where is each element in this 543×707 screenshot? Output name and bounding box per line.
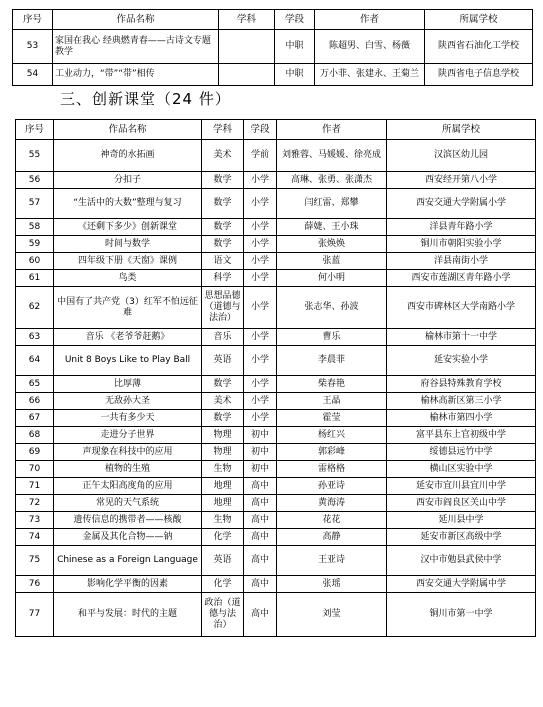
cell-subject: 数学	[202, 236, 244, 253]
cell-no: 55	[16, 140, 54, 172]
cell-stage: 小学	[244, 172, 277, 189]
cell-school: 铜川市第一中学	[387, 593, 536, 637]
cell-no: 56	[16, 172, 54, 189]
cell-author: 陈超男、白雪、杨薇	[315, 30, 425, 64]
table-row	[16, 546, 536, 576]
cell-work: 一共有多少天	[54, 410, 202, 427]
table-header-row	[13, 10, 533, 30]
cell-author: 张蓝	[277, 253, 387, 270]
table-row	[13, 30, 533, 64]
cell-subject: 数学	[202, 410, 244, 427]
header-author: 作者	[277, 120, 387, 140]
cell-stage: 小学	[244, 393, 277, 410]
cell-subject: 美术	[202, 393, 244, 410]
table-row	[16, 478, 536, 495]
cell-stage: 小学	[244, 287, 277, 329]
cell-school: 陕西省电子信息学校	[425, 64, 533, 86]
cell-no: 74	[16, 529, 54, 546]
cell-author: 李晨菲	[277, 346, 387, 376]
cell-no: 61	[16, 270, 54, 287]
cell-subject: 数学	[202, 189, 244, 219]
cell-subject	[219, 64, 275, 86]
cell-school: 西安交通大学附属中学	[387, 576, 536, 593]
cell-author: 王亚诗	[277, 546, 387, 576]
table-row	[16, 253, 536, 270]
cell-school: 西安市莲湖区青年路小学	[387, 270, 536, 287]
header-school: 所属学校	[425, 10, 533, 30]
cell-school: 榆林高新区第三小学	[387, 393, 536, 410]
cell-stage: 小学	[244, 270, 277, 287]
cell-school: 汉滨区幼儿园	[387, 140, 536, 172]
header-school: 所属学校	[387, 120, 536, 140]
cell-stage: 小学	[244, 236, 277, 253]
table-row	[16, 444, 536, 461]
cell-school: 绥德县远竹中学	[387, 444, 536, 461]
cell-work: 影响化学平衡的因素	[54, 576, 202, 593]
cell-school: 西安市碑林区大学南路小学	[387, 287, 536, 329]
cell-work: 植物的生殖	[54, 461, 202, 478]
cell-author: 张瑶	[277, 576, 387, 593]
cell-school: 西安交通大学附属小学	[387, 189, 536, 219]
table-row	[16, 529, 536, 546]
cell-stage: 初中	[244, 444, 277, 461]
cell-school: 洋县青年路小学	[387, 219, 536, 236]
cell-author: 张志华、孙波	[277, 287, 387, 329]
cell-stage: 初中	[244, 461, 277, 478]
cell-author: 柴春艳	[277, 376, 387, 393]
cell-subject: 地理	[202, 478, 244, 495]
table-row	[16, 576, 536, 593]
table-row	[16, 495, 536, 512]
cell-author: 花花	[277, 512, 387, 529]
cell-no: 62	[16, 287, 54, 329]
cell-no: 68	[16, 427, 54, 444]
cell-author: 杨红兴	[277, 427, 387, 444]
table-row	[16, 236, 536, 253]
table-row	[16, 140, 536, 172]
cell-stage: 学前	[244, 140, 277, 172]
table-row	[16, 287, 536, 329]
cell-no: 73	[16, 512, 54, 529]
table-row	[13, 64, 533, 86]
cell-author: 张焕焕	[277, 236, 387, 253]
cell-subject: 化学	[202, 576, 244, 593]
cell-school: 西安市阎良区关山中学	[387, 495, 536, 512]
cell-no: 76	[16, 576, 54, 593]
cell-stage: 高中	[244, 512, 277, 529]
cell-work: “生活中的大数”整理与复习	[54, 189, 202, 219]
header-no: 序号	[16, 120, 54, 140]
cell-subject: 数学	[202, 172, 244, 189]
cell-author: 刘莹	[277, 593, 387, 637]
cell-no: 66	[16, 393, 54, 410]
award-table-part-1	[12, 9, 533, 86]
cell-school: 延川县中学	[387, 512, 536, 529]
header-work: 作品名称	[54, 120, 202, 140]
cell-stage: 小学	[244, 329, 277, 346]
cell-stage: 初中	[244, 427, 277, 444]
cell-school: 横山区实验中学	[387, 461, 536, 478]
table-row	[16, 593, 536, 637]
cell-author: 高静	[277, 529, 387, 546]
cell-no: 57	[16, 189, 54, 219]
cell-stage: 小学	[244, 253, 277, 270]
cell-work: Unit 8 Boys Like to Play Ball	[54, 346, 202, 376]
cell-school: 富平县东上官初级中学	[387, 427, 536, 444]
cell-no: 53	[13, 30, 53, 64]
cell-no: 64	[16, 346, 54, 376]
cell-stage: 小学	[244, 219, 277, 236]
table-row	[16, 219, 536, 236]
cell-stage: 高中	[244, 593, 277, 637]
cell-subject: 物理	[202, 444, 244, 461]
cell-no: 69	[16, 444, 54, 461]
cell-work: 走进分子世界	[54, 427, 202, 444]
header-no: 序号	[13, 10, 53, 30]
table-row	[16, 512, 536, 529]
cell-no: 72	[16, 495, 54, 512]
cell-work: 正午太阳高度角的应用	[54, 478, 202, 495]
table-row	[16, 376, 536, 393]
cell-no: 71	[16, 478, 54, 495]
cell-no: 65	[16, 376, 54, 393]
cell-no: 70	[16, 461, 54, 478]
cell-author: 王晶	[277, 393, 387, 410]
cell-school: 铜川市朝阳实验小学	[387, 236, 536, 253]
cell-subject: 科学	[202, 270, 244, 287]
cell-subject: 化学	[202, 529, 244, 546]
cell-school: 延安实验小学	[387, 346, 536, 376]
cell-work: 时间与数学	[54, 236, 202, 253]
table-row	[16, 189, 536, 219]
header-stage: 学段	[244, 120, 277, 140]
table-row	[16, 172, 536, 189]
cell-work: 遗传信息的携带者——核酸	[54, 512, 202, 529]
cell-subject: 美术	[202, 140, 244, 172]
cell-work: Chinese as a Foreign Language	[54, 546, 202, 576]
header-work: 作品名称	[53, 10, 219, 30]
cell-author: 薛婕、王小珠	[277, 219, 387, 236]
cell-no: 58	[16, 219, 54, 236]
cell-author: 刘雅蓉、马媛媛、徐亮成	[277, 140, 387, 172]
table-row	[16, 410, 536, 427]
table-row	[16, 461, 536, 478]
cell-no: 59	[16, 236, 54, 253]
section-title: 三、创新课堂（24 件）	[60, 90, 231, 108]
cell-author: 孙亚诗	[277, 478, 387, 495]
header-stage: 学段	[275, 10, 315, 30]
header-subject: 学科	[219, 10, 275, 30]
cell-subject: 生物	[202, 512, 244, 529]
cell-subject: 思想品德（道德与法治）	[202, 287, 244, 329]
cell-school: 汉中市勉县武侯中学	[387, 546, 536, 576]
cell-work: 和平与发展：时代的主题	[54, 593, 202, 637]
cell-subject: 数学	[202, 376, 244, 393]
cell-author: 曹乐	[277, 329, 387, 346]
cell-work: 家国在我心 经典燃青春——古诗文专题教学	[53, 30, 219, 64]
table-row	[16, 270, 536, 287]
cell-work: 工业动力，“带”“带”相传	[53, 64, 219, 86]
cell-stage: 小学	[244, 410, 277, 427]
cell-work: 中国有了共产党（3）红军不怕远征难	[54, 287, 202, 329]
cell-author: 黄海涛	[277, 495, 387, 512]
cell-work: 鸟类	[54, 270, 202, 287]
cell-school: 榆林市第十一中学	[387, 329, 536, 346]
cell-school: 洋县南街小学	[387, 253, 536, 270]
award-table-part-2	[15, 119, 536, 637]
cell-subject: 数学	[202, 219, 244, 236]
cell-no: 75	[16, 546, 54, 576]
cell-school: 榆林市第四小学	[387, 410, 536, 427]
cell-work: 音乐 《老爷爷赶鹅》	[54, 329, 202, 346]
cell-stage: 中职	[275, 64, 315, 86]
table-row	[16, 346, 536, 376]
table-row	[16, 393, 536, 410]
cell-author: 郭彩峰	[277, 444, 387, 461]
cell-no: 63	[16, 329, 54, 346]
cell-work: 分扣子	[54, 172, 202, 189]
cell-work: 《还剩下多少》创新课堂	[54, 219, 202, 236]
cell-stage: 小学	[244, 376, 277, 393]
cell-no: 67	[16, 410, 54, 427]
cell-work: 声现象在科技中的应用	[54, 444, 202, 461]
cell-stage: 高中	[244, 495, 277, 512]
cell-subject: 音乐	[202, 329, 244, 346]
cell-subject: 物理	[202, 427, 244, 444]
cell-author: 霍莹	[277, 410, 387, 427]
cell-work: 神奇的水拓画	[54, 140, 202, 172]
cell-no: 54	[13, 64, 53, 86]
cell-author: 万小菲、张建永、王菊兰	[315, 64, 425, 86]
cell-school: 延安市宜川县宜川中学	[387, 478, 536, 495]
cell-subject: 英语	[202, 546, 244, 576]
header-subject: 学科	[202, 120, 244, 140]
cell-subject: 地理	[202, 495, 244, 512]
cell-subject: 语文	[202, 253, 244, 270]
cell-no: 77	[16, 593, 54, 637]
cell-stage: 小学	[244, 189, 277, 219]
cell-stage: 高中	[244, 478, 277, 495]
cell-stage: 高中	[244, 529, 277, 546]
cell-stage: 中职	[275, 30, 315, 64]
cell-stage: 小学	[244, 346, 277, 376]
cell-subject: 政治（道德与法治）	[202, 593, 244, 637]
cell-work: 金属及其化合物——钠	[54, 529, 202, 546]
cell-subject	[219, 30, 275, 64]
cell-school: 西安经开第八小学	[387, 172, 536, 189]
cell-work: 比厚薄	[54, 376, 202, 393]
award-table-body	[16, 140, 536, 637]
cell-author: 高琳、张勇、张潇杰	[277, 172, 387, 189]
cell-subject: 英语	[202, 346, 244, 376]
cell-author: 雷格格	[277, 461, 387, 478]
cell-author: 何小明	[277, 270, 387, 287]
cell-work: 四年级下册《天窗》课例	[54, 253, 202, 270]
cell-school: 府谷县特殊教育学校	[387, 376, 536, 393]
table-header-row	[16, 120, 536, 140]
cell-author: 闫红雷、郑攀	[277, 189, 387, 219]
header-author: 作者	[315, 10, 425, 30]
cell-work: 无敌孙大圣	[54, 393, 202, 410]
cell-stage: 高中	[244, 546, 277, 576]
cell-work: 常见的天气系统	[54, 495, 202, 512]
cell-school: 延安市新区高级中学	[387, 529, 536, 546]
table-row	[16, 329, 536, 346]
cell-school: 陕西省石油化工学校	[425, 30, 533, 64]
cell-subject: 生物	[202, 461, 244, 478]
table-row	[16, 427, 536, 444]
cell-stage: 高中	[244, 576, 277, 593]
cell-no: 60	[16, 253, 54, 270]
